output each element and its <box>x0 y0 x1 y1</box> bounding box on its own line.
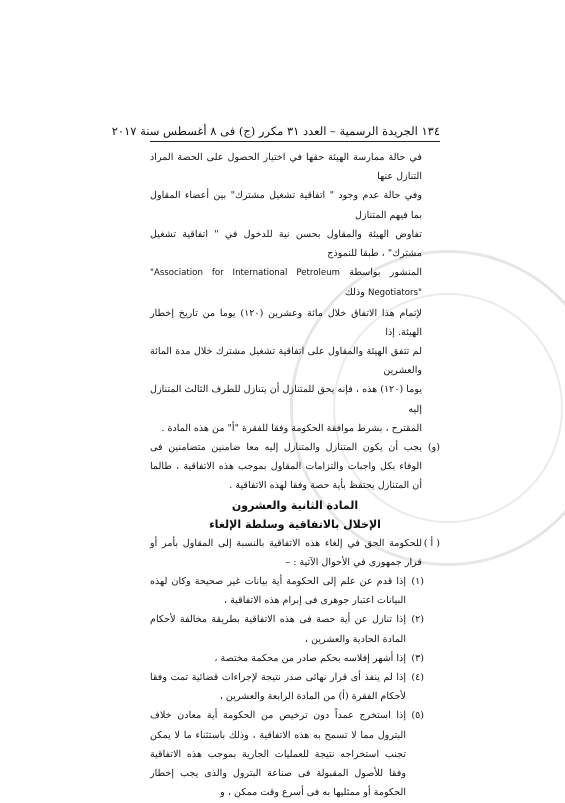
article-subtitle: الإخلال بالاتفاقية وسلطة الإلغاء <box>209 517 381 531</box>
header-divider <box>150 141 440 142</box>
english-org-name: "Association for International Petroleum Negotiators" <box>150 268 422 299</box>
text-line: يوما (١٢٠) هذه ، فإنه يحق للمتنازل أن يتنازل للطرف الثالث المتنازل إليه <box>150 384 422 415</box>
sub-clause <box>150 706 440 802</box>
sub-clause-text: إذا لم ينفذ أى قرار نهائى صدر نتيجة لإجراءات قضائية تمت وفقا لأحكام الفقرة (أ) من المادة الرابعة والعشرين ، <box>150 672 406 703</box>
clause-text: للحكومة الحق في إلغاء هذه الاتفاقية بالنسبة إلى المقاول بأمر أو قرار جمهورى في الأحوال الآتية : – <box>150 537 422 568</box>
sub-clause-text: إذا قدم عن علم إلى الحكومة أية بيانات غير صحيحة وكان لهذه البيانات اعتبار جوهرى فى إبرام هذه الاتفاقية ، <box>150 576 406 607</box>
sub-clause-marker: (٢) <box>411 614 424 626</box>
sub-clause-marker: (٣) <box>411 652 424 664</box>
sub-clause-marker: (١) <box>411 576 424 588</box>
sub-clause <box>150 668 440 706</box>
sub-clause-text: إذا استخرج عمداً دون ترخيص من الحكومة أية معادن خلاف البترول مما لا تسمح به هذه الاتفاقية ، وذلك باستثناء ما لا يمكن تجنب استخراجه نتيجة للعمليات الجارية بموجب هذه الاتفاقية وفقا للأصول المقبولة فى صناعة البترول والذى يجب إخطار الحكومة أو ممثليها به فى أسرع وقت ممكن ، و <box>150 710 406 799</box>
clause-waw <box>150 438 440 496</box>
text-line: المقترح ، بشرط موافقة الحكومة وفقا للفقرة "أ" من هذه المادة . <box>161 422 422 434</box>
sub-clause-text: إذا أشهر إفلاسه بحكم صادر من محكمة مختصة ، <box>214 652 406 664</box>
text-line: وفي حالة عدم وجود " اتفاقية تشغيل مشترك" بين أعضاء المقاول بما فيهم المتنازل <box>150 190 422 221</box>
text-line: في حالة ممارسة الهيئة حقها في اختيار الحصول على الحصة المراد التنازل عنها <box>150 152 422 183</box>
clause-marker: (و) <box>427 442 440 454</box>
text-line: لإتمام هذا الاتفاق خلال مائة وعشرين (١٢٠) يوما من تاريخ إخطار الهيئة. إذا <box>150 307 423 338</box>
page-body <box>150 148 440 803</box>
page-header: ١٣٤ الجريدة الرسمية – العدد ٣١ مكرر (ج) فى ٨ أغسطس سنة ٢٠١٧ <box>111 124 440 138</box>
sub-clause-marker: (٥) <box>411 710 424 722</box>
text-line: المنشور بواسطة "Association for International Petroleum Negotiators" وذلك <box>150 267 422 299</box>
sub-clause <box>150 572 440 610</box>
clause-a <box>150 534 440 572</box>
sub-clause <box>150 649 440 668</box>
paragraph-continuation <box>150 148 440 438</box>
sub-clause-text: إذا تنازل عن أية حصة فى هذه الاتفاقية بطريقة مخالفة لأحكام المادة الحادية والعشرين ، <box>150 614 406 645</box>
sub-clause-marker: (٤) <box>411 672 424 684</box>
text-line: تفاوض الهيئة والمقاول بحسن نية للدخول في " اتفاقية تشغيل مشترك" ، طبقا للنموذج <box>150 228 422 260</box>
sub-clause <box>150 610 440 648</box>
article-title: المادة الثانية والعشرون <box>231 498 359 512</box>
text-line: لم تتفق الهيئة والمقاول على اتفاقية تشغيل مشترك خلال مدة المائة والعشرين <box>150 346 422 377</box>
clause-text: يجب أن يكون المتنازل والمتنازل إليه معا ضامنين متضامنين فى الوفاء بكل واجبات والتزامات المقاول بموجب هذه الاتفاقية ، طالما أن المتنازل يحتفظ بأية حصة وفقا لهذه الاتفاقية . <box>150 442 422 492</box>
clause-marker: ( أ ) <box>423 537 440 549</box>
